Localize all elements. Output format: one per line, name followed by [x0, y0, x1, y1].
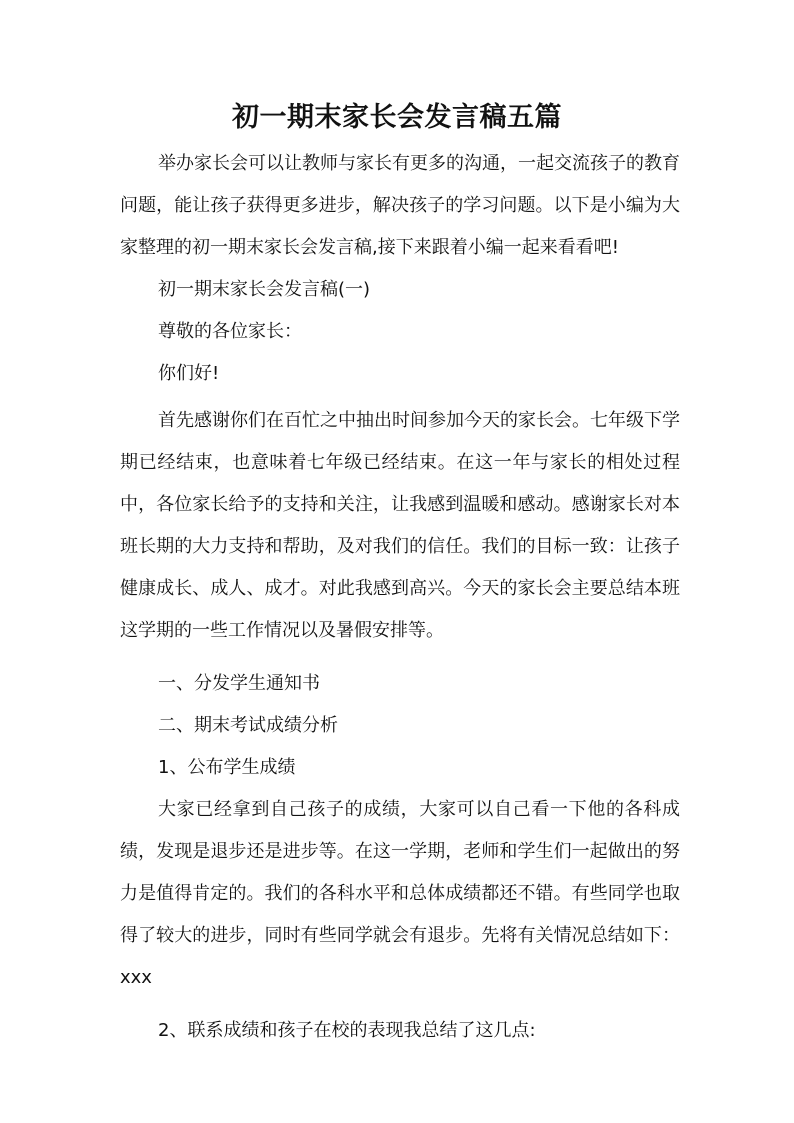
greeting: 你们好!: [158, 363, 220, 384]
document-title: 初一期末家长会发言稿五篇: [232, 102, 562, 133]
list-item-heading: 二、期末考试成绩分析: [158, 715, 338, 736]
document-body: [120, 143, 680, 1052]
body-paragraph: 大家已经拿到自己孩子的成绩，大家可以自己看一下他的各科成绩，发现是退步还是进步等。在这一学期，老师和学生们一起做出的努力是值得肯定的。我们的各科水平和总体成绩都还不错。有些同学也取得了较大的进步，同时有些同学就会有退步。先将有关情况总结如下：xxx: [120, 799, 680, 988]
section-heading: 初一期末家长会发言稿(一): [158, 279, 371, 300]
sub-heading: 1、公布学生成绩: [158, 757, 296, 778]
salutation: 尊敬的各位家长：: [158, 321, 302, 342]
sub-heading: 2、联系成绩和孩子在校的表现我总结了这几点:: [158, 1020, 536, 1041]
list-item-heading: 一、分发学生通知书: [158, 673, 320, 694]
intro-paragraph: 举办家长会可以让教师与家长有更多的沟通，一起交流孩子的教育问题，能让孩子获得更多进步，解决孩子的学习问题。以下是小编为大家整理的初一期末家长会发言稿,接下来跟着小编一起来看看吧!: [120, 153, 680, 258]
body-paragraph: 首先感谢你们在百忙之中抽出时间参加今天的家长会。七年级下学期已经结束，也意味着七年级已经结束。在这一年与家长的相处过程中，各位家长给予的支持和关注，让我感到温暖和感动。感谢家长对本班长期的大力支持和帮助，及对我们的信任。我们的目标一致：让孩子健康成长、成人、成才。对此我感到高兴。今天的家长会主要总结本班这学期的一些工作情况以及暑假安排等。: [120, 410, 680, 641]
